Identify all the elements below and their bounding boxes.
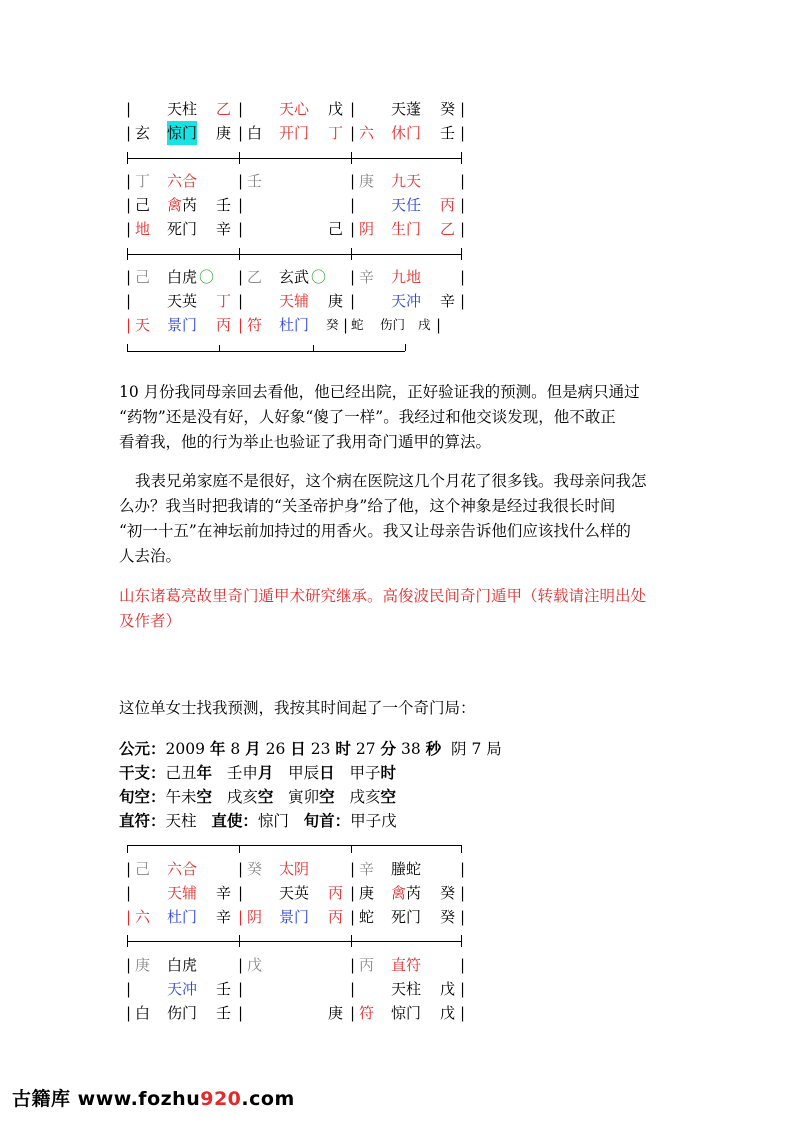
info-value: 戌亥 xyxy=(226,788,258,806)
cell-stem: 丙 xyxy=(328,908,344,926)
grid-tick xyxy=(351,152,352,164)
cell-stem: 辛 xyxy=(216,908,232,926)
info-label: 公元： xyxy=(119,739,166,758)
info-label: 旬空： xyxy=(119,787,166,806)
grid-tick xyxy=(351,935,352,947)
info-value: 27 xyxy=(355,740,376,758)
cell-stem: 庚 xyxy=(216,124,232,142)
cell-stem: 癸 xyxy=(440,908,456,926)
info-label: 旬首： xyxy=(303,811,351,830)
cell-stem: 壬 xyxy=(216,1004,232,1022)
cell-deity: 六合 xyxy=(167,172,198,190)
info-unit: 年 xyxy=(196,763,213,782)
cell-border: | xyxy=(126,1004,132,1022)
info-unit: 月 xyxy=(245,739,261,758)
info-value: 天柱 xyxy=(165,812,197,830)
cell-border: | xyxy=(350,100,356,118)
cell-border: | xyxy=(238,124,244,142)
cell-god: 玄 xyxy=(135,124,151,142)
cell-deity: 螣蛇 xyxy=(391,860,422,878)
cell-border: | xyxy=(460,196,466,214)
cell-star: 天辅 xyxy=(167,884,198,902)
watermark-name: 古籍库 xyxy=(12,1088,71,1110)
info-value: 26 xyxy=(265,740,286,758)
grid-tick xyxy=(313,345,314,351)
cell-stem: 己 xyxy=(135,860,151,878)
cell-stem: 庚 xyxy=(359,884,375,902)
cell-border: | xyxy=(126,884,132,902)
cell-god: 蛇 xyxy=(351,317,364,332)
grid-tick xyxy=(405,344,406,351)
cell-star: 天冲 xyxy=(391,292,422,310)
cell-border: | xyxy=(350,220,356,238)
cell-stem: 辛 xyxy=(216,884,232,902)
cell-deity: 玄武 xyxy=(279,268,310,286)
text-line: 看着我，他的行为举止也验证了我用奇门遁甲的算法。 xyxy=(119,433,492,451)
grid-tick xyxy=(127,152,128,164)
cell-border: | xyxy=(460,124,466,142)
cell-stem: 癸 xyxy=(326,317,339,332)
cell-door: 死门 xyxy=(391,908,422,926)
info-line-ganzhi xyxy=(119,761,679,785)
grid-tick xyxy=(219,345,220,351)
cell-star: 天英 xyxy=(167,292,198,310)
info-line-zhifu xyxy=(119,809,679,833)
cell-border: | xyxy=(460,908,466,926)
cell-border: | xyxy=(350,124,356,142)
paragraph-intro xyxy=(119,696,679,721)
info-unit: 空 xyxy=(319,787,335,806)
cell-stem: 乙 xyxy=(440,220,456,238)
cell-door: 景门 xyxy=(279,908,310,926)
cell-stem: 癸 xyxy=(440,100,456,118)
cell-border: | xyxy=(350,908,356,926)
cell-border: | xyxy=(238,956,244,974)
cell-deity: 白虎 xyxy=(167,956,198,974)
cell-border: | xyxy=(460,268,466,286)
cell-door: 伤门 xyxy=(167,1004,198,1022)
cell-stem: 辛 xyxy=(216,220,232,238)
cell-star: 天英 xyxy=(279,884,310,902)
cell-star: 天冲 xyxy=(167,980,198,998)
grid-tick xyxy=(127,344,128,351)
info-value: 甲辰 xyxy=(288,764,320,782)
cell-border: | xyxy=(238,316,244,334)
cell-stem: 丁 xyxy=(135,172,151,190)
cell-stem: 己 xyxy=(135,196,151,214)
cell-border: | xyxy=(350,980,356,998)
empty-circle-icon: 〇 xyxy=(199,268,215,286)
cell-border: | xyxy=(126,908,132,926)
cell-stem: 壬 xyxy=(216,196,232,214)
cell-god: 阴 xyxy=(359,220,375,238)
cell-border: | xyxy=(238,908,244,926)
grid-separator xyxy=(127,254,462,255)
cell-deity: 六合 xyxy=(167,860,198,878)
cell-door: 休门 xyxy=(391,124,422,142)
cell-border: | xyxy=(460,1004,466,1022)
grid-tick xyxy=(461,248,462,260)
cell-star: 禽芮 xyxy=(391,884,422,902)
cell-door: 死门 xyxy=(167,220,198,238)
cell-border: | xyxy=(238,100,244,118)
cell-stem: 乙 xyxy=(247,268,263,286)
cell-border: | xyxy=(238,860,244,878)
grid-tick xyxy=(239,845,240,853)
cell-border: | xyxy=(460,292,466,310)
cell-border: | xyxy=(350,860,356,878)
watermark-url-number: 920 xyxy=(200,1088,242,1110)
grid-tick xyxy=(239,152,240,164)
info-unit: 时 xyxy=(380,763,396,782)
cell-border: | xyxy=(460,220,466,238)
cell-stem: 丙 xyxy=(359,956,375,974)
info-line-xunkong xyxy=(119,785,679,809)
cell-border: | xyxy=(350,884,356,902)
cell-stem: 壬 xyxy=(440,124,456,142)
paragraph-2 xyxy=(119,469,679,569)
site-watermark xyxy=(12,1084,295,1111)
info-label: 干支： xyxy=(119,763,166,782)
cell-border: | xyxy=(460,860,466,878)
text-line: “初一十五”在神坛前加持过的用香火。我又让母亲告诉他们应该找什么样的 xyxy=(119,522,631,540)
grid-tick xyxy=(127,845,128,853)
info-value: 38 xyxy=(401,740,421,758)
chart-info xyxy=(119,737,679,833)
grid-tick xyxy=(461,935,462,947)
cell-border: | xyxy=(238,292,244,310)
info-line-gregorian xyxy=(119,737,679,761)
text-line: “药物”还是没有好，人好象“傻了一样”。我经过和他交谈发现，他不敢正 xyxy=(119,408,616,426)
grid-top-border xyxy=(127,845,462,846)
cell-stem: 癸 xyxy=(247,860,263,878)
info-value: 甲子 xyxy=(349,764,381,782)
cell-stem: 辛 xyxy=(359,268,375,286)
cell-border: | xyxy=(350,1004,356,1022)
cell-border: | xyxy=(436,316,442,334)
cell-deity: 白虎 xyxy=(167,268,198,286)
cell-deity: 九天 xyxy=(391,172,422,190)
info-unit: 空 xyxy=(196,787,213,806)
watermark-url-suffix: .com xyxy=(241,1088,295,1110)
cell-god: 地 xyxy=(135,220,151,238)
text-line: 我表兄弟家庭不是很好，这个病在医院这几个月花了很多钱。我母亲问我怎 xyxy=(135,472,647,490)
cell-border: | xyxy=(126,172,132,190)
cell-border: | xyxy=(343,316,349,334)
text-line: 人去治。 xyxy=(119,547,182,565)
cell-stem: 辛 xyxy=(359,860,375,878)
cell-stem: 乙 xyxy=(216,100,232,118)
info-value: 23 xyxy=(310,740,331,758)
info-label: 直使： xyxy=(211,811,258,830)
cell-stem: 戊 xyxy=(440,1004,456,1022)
cell-door: 惊门 xyxy=(391,1004,422,1022)
grid-tick xyxy=(461,152,462,164)
info-unit: 分 xyxy=(380,739,397,758)
info-label: 直符： xyxy=(119,811,166,830)
paragraph-1 xyxy=(119,380,679,455)
cell-stem: 戊 xyxy=(247,956,263,974)
cell-border: | xyxy=(126,956,132,974)
info-unit: 秒 xyxy=(425,739,442,758)
text-line: 及作者） xyxy=(119,612,182,630)
cell-border: | xyxy=(460,100,466,118)
cell-door-highlight: 惊门 xyxy=(167,121,197,145)
cell-stem: 戊 xyxy=(440,980,456,998)
cell-border: | xyxy=(238,1004,244,1022)
cell-stem: 丙 xyxy=(328,884,344,902)
grid-tick xyxy=(239,935,240,947)
cell-door: 伤门 xyxy=(380,317,406,332)
cell-god: 白 xyxy=(247,124,263,142)
cell-stem: 丁 xyxy=(216,292,232,310)
source-notice xyxy=(119,584,679,634)
info-value: 寅卯 xyxy=(288,788,320,806)
info-value: 戌亥 xyxy=(349,788,381,806)
cell-stem: 壬 xyxy=(216,980,232,998)
grid-tick xyxy=(351,845,352,853)
cell-deity: 直符 xyxy=(391,956,422,974)
cell-stem: 戌 xyxy=(418,317,431,332)
cell-border: | xyxy=(460,956,466,974)
cell-star: 禽芮 xyxy=(167,196,198,214)
cell-star: 天任 xyxy=(391,196,422,214)
cell-border: | xyxy=(460,980,466,998)
cell-border: | xyxy=(238,268,244,286)
cell-deity: 太阴 xyxy=(279,860,310,878)
grid-bottom-border xyxy=(127,351,405,352)
cell-border: | xyxy=(126,316,132,334)
cell-border: | xyxy=(350,196,356,214)
info-value: 己丑 xyxy=(165,764,197,782)
cell-god: 符 xyxy=(359,1004,375,1022)
cell-door: 杜门 xyxy=(279,316,310,334)
info-value: 甲子戊 xyxy=(350,812,397,830)
cell-border: | xyxy=(238,172,244,190)
cell-border: | xyxy=(126,220,132,238)
cell-stem: 壬 xyxy=(247,172,263,190)
cell-border: | xyxy=(126,124,132,142)
cell-stem: 丙 xyxy=(440,196,456,214)
grid-tick xyxy=(127,935,128,947)
cell-god: 蛇 xyxy=(359,908,375,926)
cell-border: | xyxy=(460,884,466,902)
cell-border: | xyxy=(350,268,356,286)
cell-star: 天蓬 xyxy=(391,100,422,118)
info-value: 2009 xyxy=(165,740,205,758)
info-unit: 月 xyxy=(257,763,274,782)
cell-border: | xyxy=(238,980,244,998)
grid-separator xyxy=(127,158,462,159)
cell-border: | xyxy=(126,100,132,118)
cell-stem: 庚 xyxy=(328,292,344,310)
cell-border: | xyxy=(126,292,132,310)
cell-star: 天柱 xyxy=(391,980,422,998)
cell-stem: 己 xyxy=(328,220,344,238)
cell-border: | xyxy=(126,196,132,214)
cell-stem: 己 xyxy=(135,268,151,286)
cell-border: | xyxy=(350,292,356,310)
cell-border: | xyxy=(350,956,356,974)
cell-god: 六 xyxy=(135,908,151,926)
text-line: 10 月份我同母亲回去看他，他已经出院，正好验证我的预测。但是病只通过 xyxy=(119,383,640,401)
cell-star: 天辅 xyxy=(279,292,310,310)
cell-border: | xyxy=(126,860,132,878)
info-unit: 空 xyxy=(257,787,274,806)
cell-border: | xyxy=(238,220,244,238)
cell-god: 天 xyxy=(135,316,151,334)
cell-door: 开门 xyxy=(279,124,310,142)
grid-tick xyxy=(239,248,240,260)
grid-separator xyxy=(127,941,462,942)
cell-border: | xyxy=(460,172,466,190)
info-value: 阴 7 局 xyxy=(451,740,502,758)
grid-tick xyxy=(351,248,352,260)
info-unit: 时 xyxy=(335,739,351,758)
grid-tick xyxy=(127,248,128,260)
cell-star: 天心 xyxy=(279,100,310,118)
cell-stem: 丙 xyxy=(216,316,232,334)
text-line: 山东诸葛亮故里奇门遁甲术研究继承。高俊波民间奇门遁甲（转载请注明出处 xyxy=(119,587,647,605)
cell-god: 白 xyxy=(135,1004,151,1022)
cell-door: 生门 xyxy=(391,220,422,238)
cell-border: | xyxy=(350,172,356,190)
info-unit: 年 xyxy=(209,739,226,758)
cell-stem: 丁 xyxy=(328,124,344,142)
info-unit: 日 xyxy=(319,763,335,782)
cell-door: 景门 xyxy=(167,316,198,334)
cell-border: | xyxy=(238,196,244,214)
cell-stem: 庚 xyxy=(359,172,375,190)
grid-tick xyxy=(461,845,462,853)
cell-stem: 庚 xyxy=(135,956,151,974)
info-value: 惊门 xyxy=(257,812,289,830)
text-line: 么办？我当时把我请的“关圣帝护身”给了他，这个神象是经过我很长时间 xyxy=(119,497,616,515)
cell-god: 阴 xyxy=(247,908,263,926)
info-value: 午未 xyxy=(165,788,197,806)
cell-border: | xyxy=(126,268,132,286)
watermark-url: www.fozhu xyxy=(77,1088,201,1110)
empty-circle-icon: 〇 xyxy=(311,268,327,286)
info-unit: 空 xyxy=(380,787,396,806)
info-value: 壬申 xyxy=(226,764,258,782)
cell-border: | xyxy=(126,980,132,998)
cell-deity: 九地 xyxy=(391,268,422,286)
cell-door: 杜门 xyxy=(167,908,198,926)
cell-stem: 辛 xyxy=(440,292,456,310)
cell-god: 符 xyxy=(247,316,263,334)
info-value: 8 xyxy=(230,740,241,758)
cell-god: 六 xyxy=(359,124,375,142)
text-line: 这位单女士找我预测，我按其时间起了一个奇门局： xyxy=(119,699,476,717)
cell-stem: 癸 xyxy=(440,884,456,902)
cell-stem: 戊 xyxy=(328,100,344,118)
info-unit: 日 xyxy=(290,739,306,758)
cell-stem: 庚 xyxy=(328,1004,344,1022)
cell-border: | xyxy=(238,884,244,902)
cell-star: 天柱 xyxy=(167,100,198,118)
